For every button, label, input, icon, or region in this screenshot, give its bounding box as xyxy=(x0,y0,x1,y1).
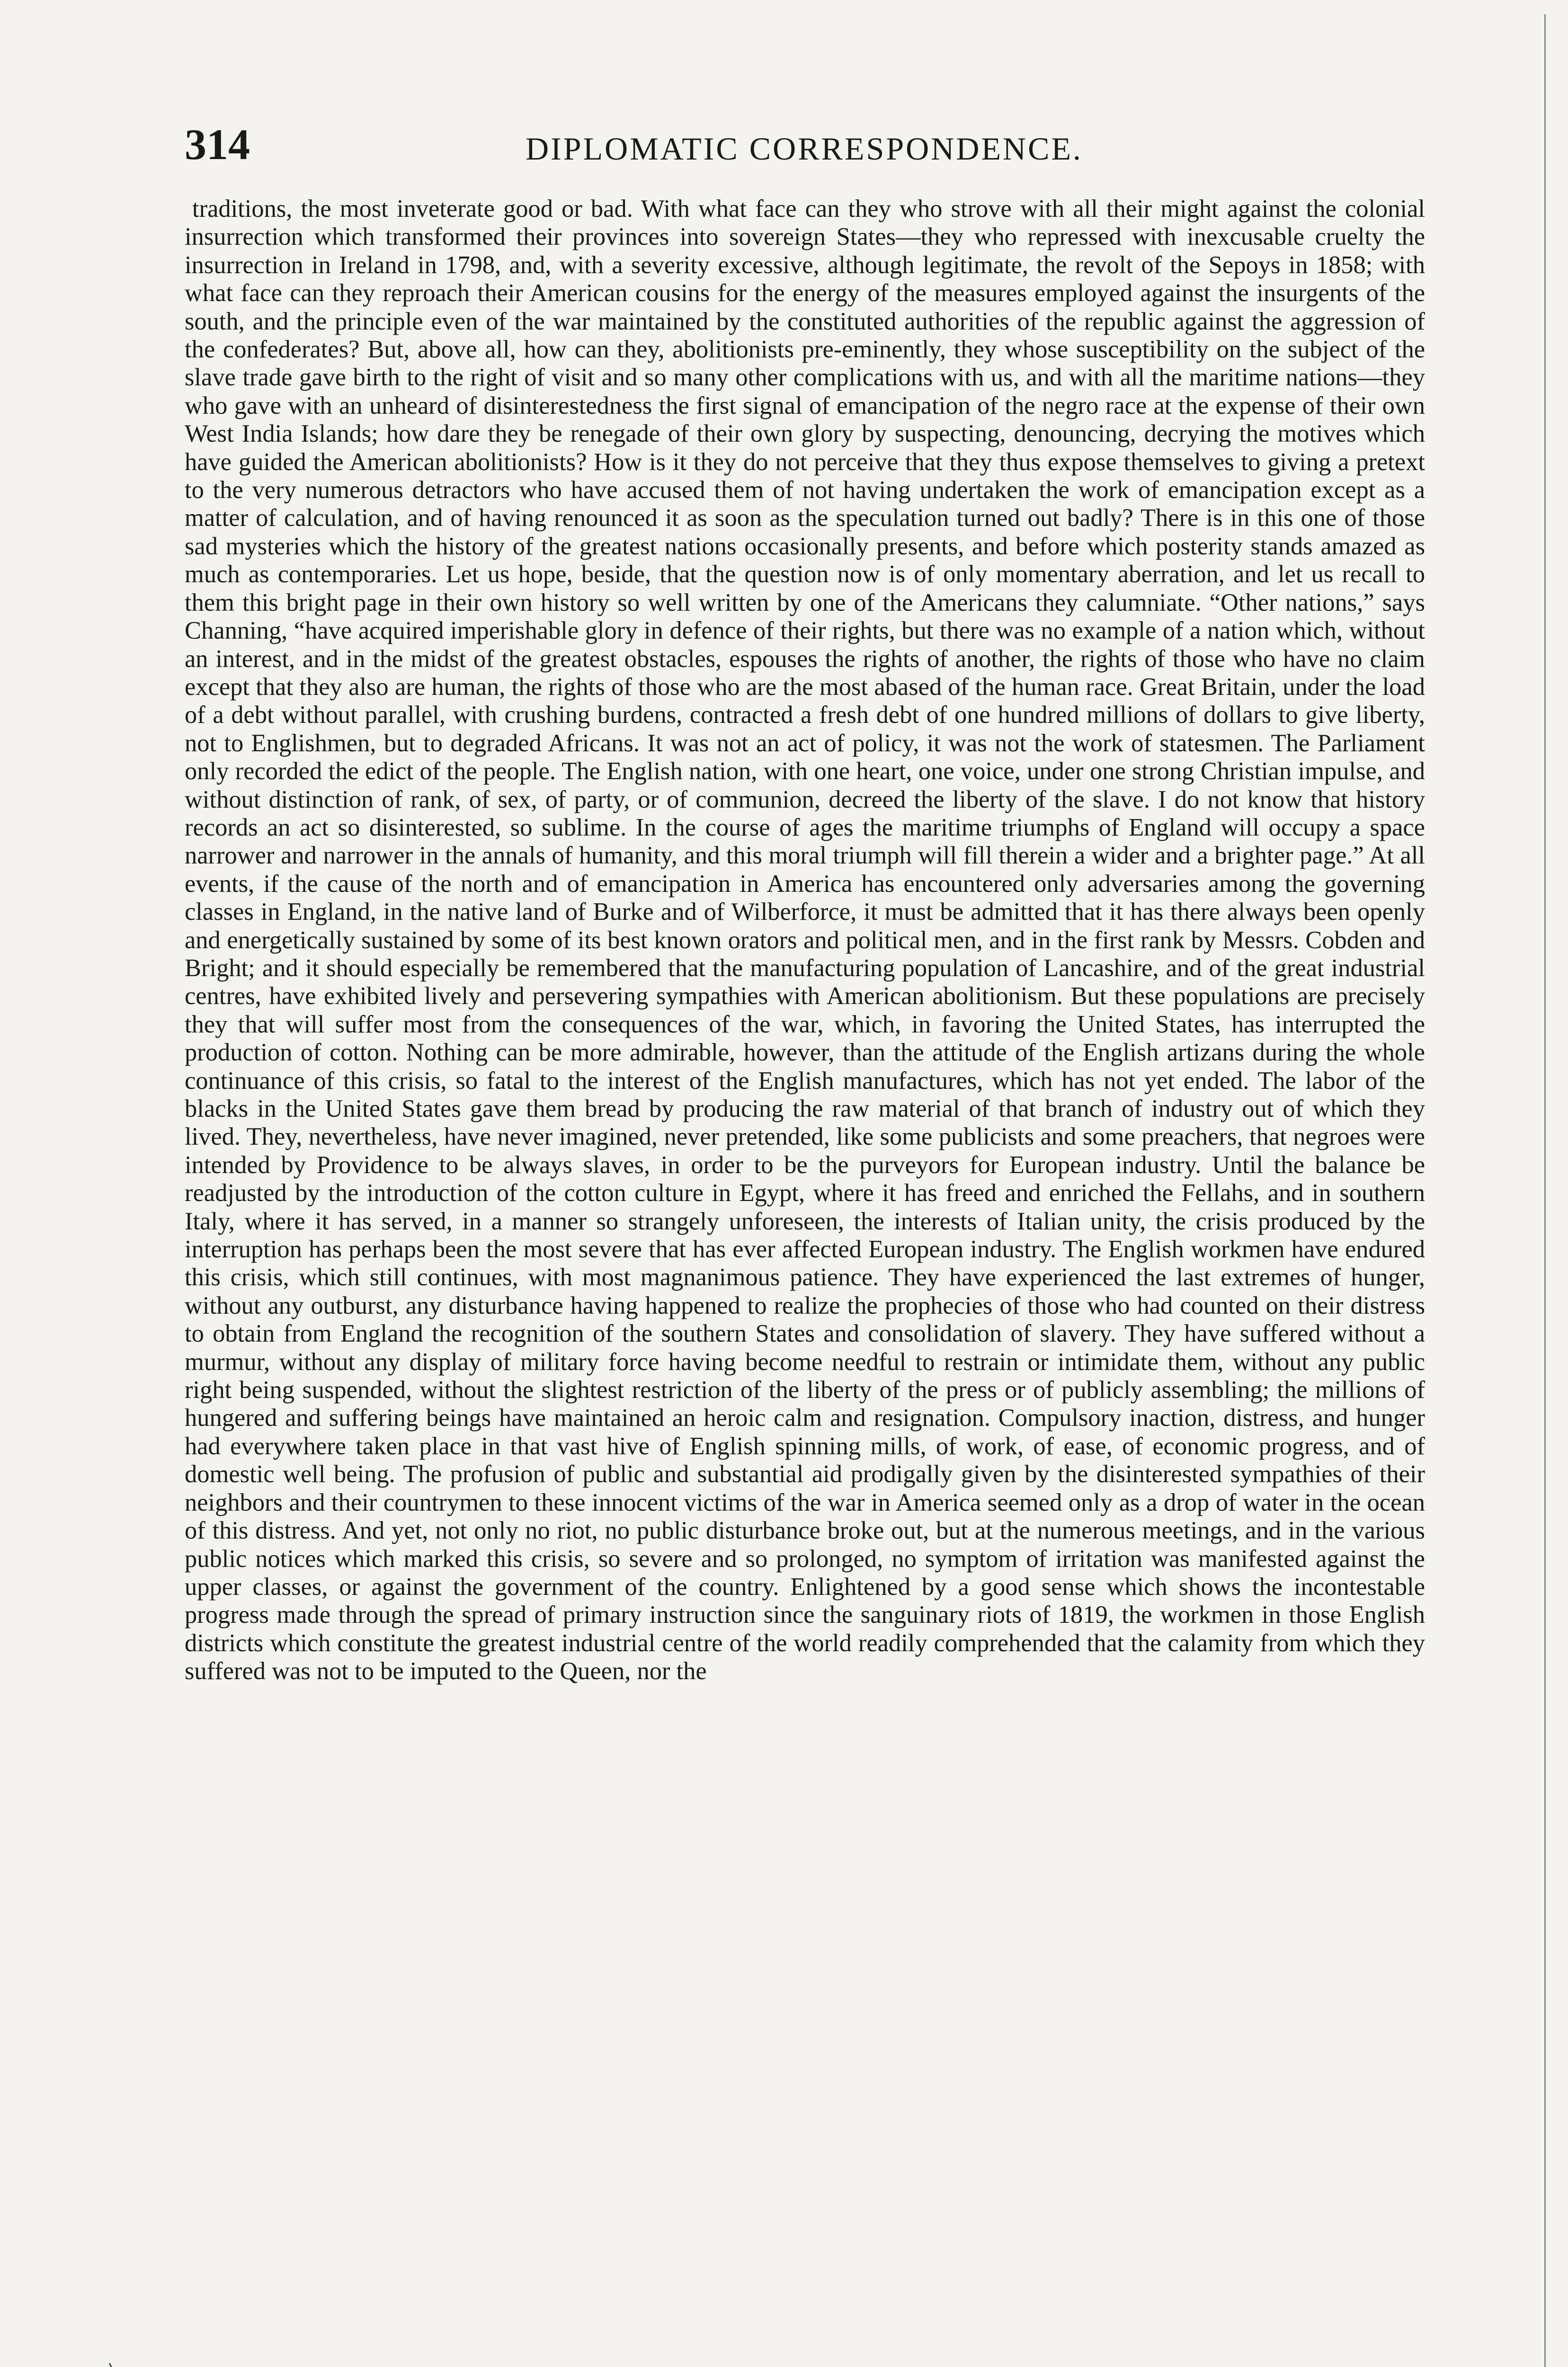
stray-pen-mark xyxy=(109,2363,118,2367)
page-number: 314 xyxy=(185,120,250,169)
running-title: DIPLOMATIC CORRESPONDENCE. xyxy=(526,131,1083,167)
body-paragraph: traditions, the most inveterate good or bad. With what face can they who strove with all their might against the colonial insurrection which transformed their provinces into sovereign States—they who repressed with inexcusable cruelty the insurrection in Ireland in 1798, and, with a severity excessive, although legitimate, the revolt of the Sepoys in 1858; with what face can they reproach their American cousins for the energy of the measures employed against the insurgents of the south, and the principle even of the war maintained by the constituted authorities of the republic against the aggression of the confederates? But, above all, how can they, abolitionists pre-eminently, they whose susceptibility on the subject of the slave trade gave birth to the right of visit and so many other complications with us, and with all the maritime nations—they who gave with an unheard of disinterestedness the first signal of emancipation of the negro race at the expense of their own West India Islands; how dare they be renegade of their own glory by suspecting, denouncing, decrying the motives which have guided the American abolitionists? How is it they do not perceive that they thus expose themselves to giving a pretext to the very numerous detractors who have accused them of not having undertaken the work of emancipation except as a matter of calculation, and of having renounced it as soon as the speculation turned out badly? There is in this one of those sad mysteries which the history of the greatest nations occasionally presents, and before which posterity stands amazed as much as contemporaries. Let us hope, beside, that the question now is of only momentary aberration, and let us recall to them this bright page in their own history so well written by one of the Americans they calumniate. “Other nations,” says Channing, “have acquired imperishable glory in defence of their rights, but there was no example of a nation which, without an interest, and in the midst of the greatest obstacles, espouses the rights of another, the rights of those who have no claim except that they also are human, the rights of those who are the most abased of the human race. Great Britain, under the load of a debt without parallel, with crushing burdens, contracted a fresh debt of one hundred millions of dollars to give liberty, not to Englishmen, but to degraded Africans. It was not an act of policy, it was not the work of statesmen. The Parliament only recorded the edict of the people. The English nation, with one heart, one voice, under one strong Christian impulse, and without distinction of rank, of sex, of party, or of communion, decreed the liberty of the slave. I do not know that history records an act so disinterested, so sublime. In the course of ages the maritime triumphs of England will occupy a space narrower and narrower in the annals of humanity, and this moral triumph will fill therein a wider and a brighter page.” At all events, if the cause of the north and of emancipation in America has encountered only adversaries among the governing classes in England, in the native land of Burke and of Wilberforce, it must be admitted that it has there always been openly and energetically sustained by some of its best known orators and political men, and in the first rank by Messrs. Cobden and Bright; and it should especially be remembered that the manufacturing population of Lancashire, and of the great industrial centres, have exhibited lively and persevering sympathies with American abolitionism. But these populations are precisely they that will suffer most from the consequences of the war, which, in favoring the United States, has interrupted the production of cotton. Nothing can be more admirable, however, than the attitude of the English artizans during the whole continuance of this crisis, so fatal to the interest of the English manufactures, which has not yet ended. The labor of the blacks in the United States gave them bread by producing the raw material of that branch of industry out of which they lived. They, nevertheless, have never imagined, never pretended, like some publicists and some preachers, that negroes were intended by Providence to be always slaves, in order to be the purveyors for European industry. Until the balance be readjusted by the introduction of the cotton culture in Egypt, where it has freed and enriched the Fellahs, and in southern Italy, where it has served, in a manner so strangely unforeseen, the interests of Italian unity, the crisis produced by the interruption has perhaps been the most severe that has ever affected European industry. The English workmen have endured this crisis, which still continues, with most magnanimous patience. They have experienced the last extremes of hunger, without any outburst, any disturbance having happened to realize the prophecies of those who had counted on their distress to obtain from England the recognition of the southern States and consolidation of slavery. They have suffered without a murmur, without any display of military force having become needful to restrain or intimidate them, without any public right being suspended, without the slightest restriction of the liberty of the press or of publicly assembling; the millions of hungered and suffering beings have maintained an heroic calm and resignation. Compulsory inaction, distress, and hunger had everywhere taken place in that vast hive of English spinning mills, of work, of ease, of economic progress, and of domestic well being. The profusion of public and substantial aid prodigally given by the disinterested sympathies of their neighbors and their countrymen to these innocent victims of the war in America seemed only as a drop of water in the ocean of this distress. And yet, not only no riot, no public disturbance broke out, but at the numerous meetings, and in the various public notices which marked this crisis, so severe and so prolonged, no symptom of irritation was manifested against the upper classes, or against the government of the country. Enlightened by a good sense which shows the incontestable progress made through the spread of primary instruction since the sanguinary riots of 1819, the workmen in those English districts which constitute the greatest industrial centre of the world readily comprehended that the calamity from which they suffered was not to be imputed to the Queen, nor the xyxy=(185,195,1425,1685)
page-header xyxy=(185,114,1416,175)
page-edge-rule xyxy=(1544,14,1546,2367)
